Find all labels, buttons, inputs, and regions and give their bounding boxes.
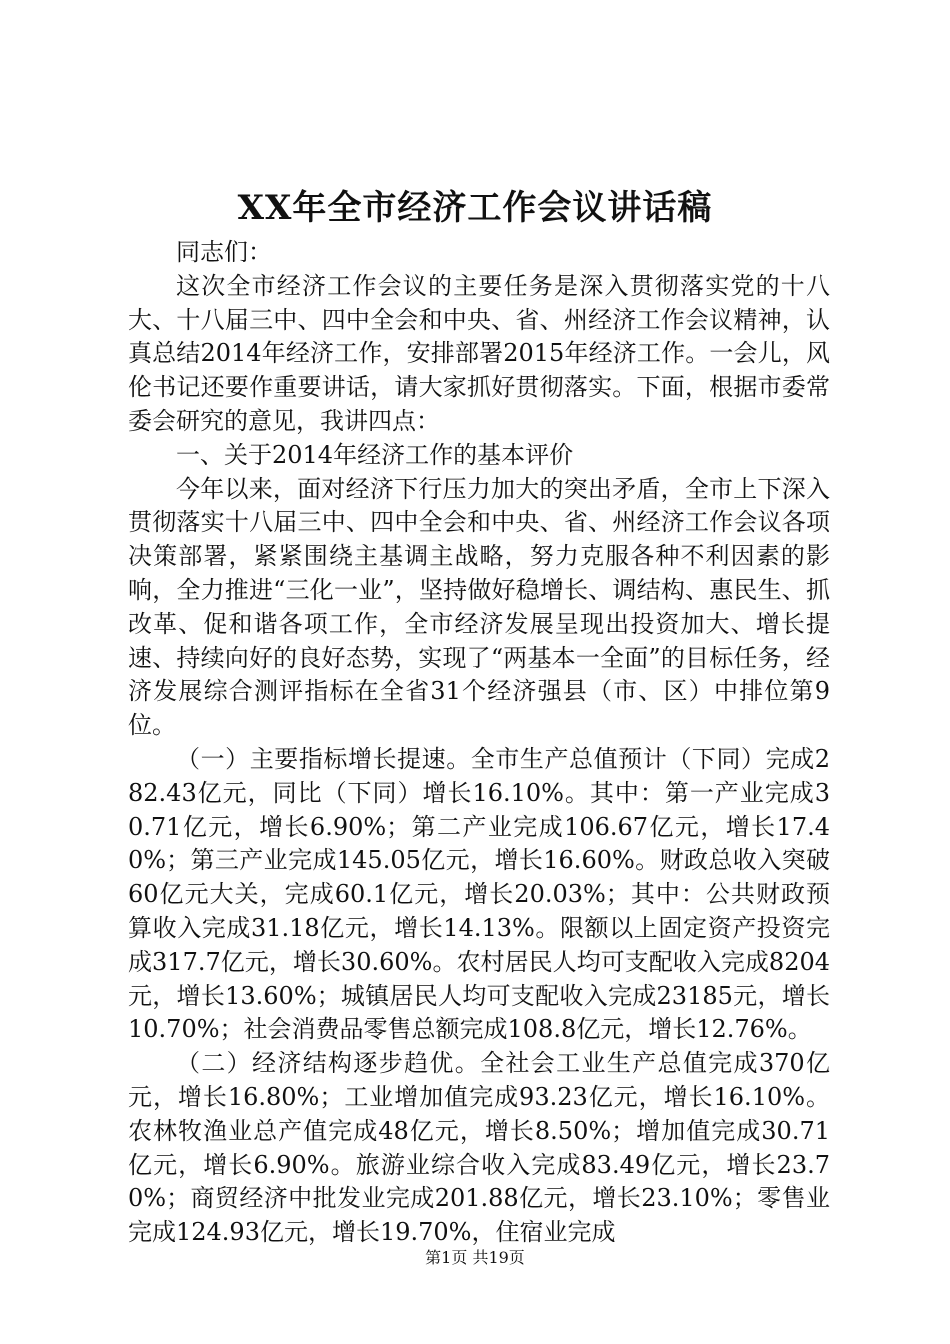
document-body — [128, 236, 830, 1250]
paragraph-overview: 今年以来，面对经济下行压力加大的突出矛盾，全市上下深入贯彻落实十八届三中、四中全会和中央、省、州经济工作会议各项决策部署，紧紧围绕主基调主战略，努力克服各种不利因素的影响，全力推进“三化一业”，坚持做好稳增长、调结构、惠民生、抓改革、促和谐各项工作，全市经济发展呈现出投资加大、增长提速、持续向好的良好态势，实现了“两基本一全面”的目标任务，经济发展综合测评指标在全省31个经济强县（市、区）中排位第9位。 — [128, 474, 830, 740]
page-footer: 第1页 共19页 — [425, 1248, 525, 1267]
salutation: 同志们： — [176, 238, 272, 266]
document-title: XX年全市经济工作会议讲话稿 — [237, 188, 713, 228]
paragraph-economic-structure: （二）经济结构逐步趋优。全社会工业生产总值完成370亿元，增长16.80%；工业增加值完成93.23亿元，增长16.10%。农林牧渔业总产值完成48亿元，增长8.50%；增加值完成30.71亿元，增长6.90%。旅游业综合收入完成83.49亿元，增长23.70%；商贸经济中批发业完成201.88亿元，增长23.10%；零售业完成124.93亿元，增长19.70%，住宿业完成 — [128, 1049, 830, 1247]
paragraph-intro: 这次全市经济工作会议的主要任务是深入贯彻落实党的十八大、十八届三中、四中全会和中央、省、州经济工作会议精神，认真总结2014年经济工作，安排部署2015年经济工作。一会儿，风伦书记还要作重要讲话，请大家抓好贯彻落实。下面，根据市委常委会研究的意见，我讲四点： — [128, 271, 830, 435]
paragraph-main-indicators: （一）主要指标增长提速。全市生产总值预计（下同）完成282.43亿元，同比（下同）增长16.10%。其中：第一产业完成30.71亿元，增长6.90%；第二产业完成106.67亿元，增长17.40%；第三产业完成145.05亿元，增长16.60%。财政总收入突破60亿元大关，完成60.1亿元，增长20.03%；其中：公共财政预算收入完成31.18亿元，增长14.13%。限额以上固定资产投资完成317.7亿元，增长30.60%。农村居民人均可支配收入完成8204元，增长13.60%；城镇居民人均可支配收入完成23185元，增长10.70%；社会消费品零售总额完成108.8亿元，增长12.76%。 — [128, 744, 830, 1044]
section-heading: 一、关于2014年经济工作的基本评价 — [176, 440, 574, 469]
